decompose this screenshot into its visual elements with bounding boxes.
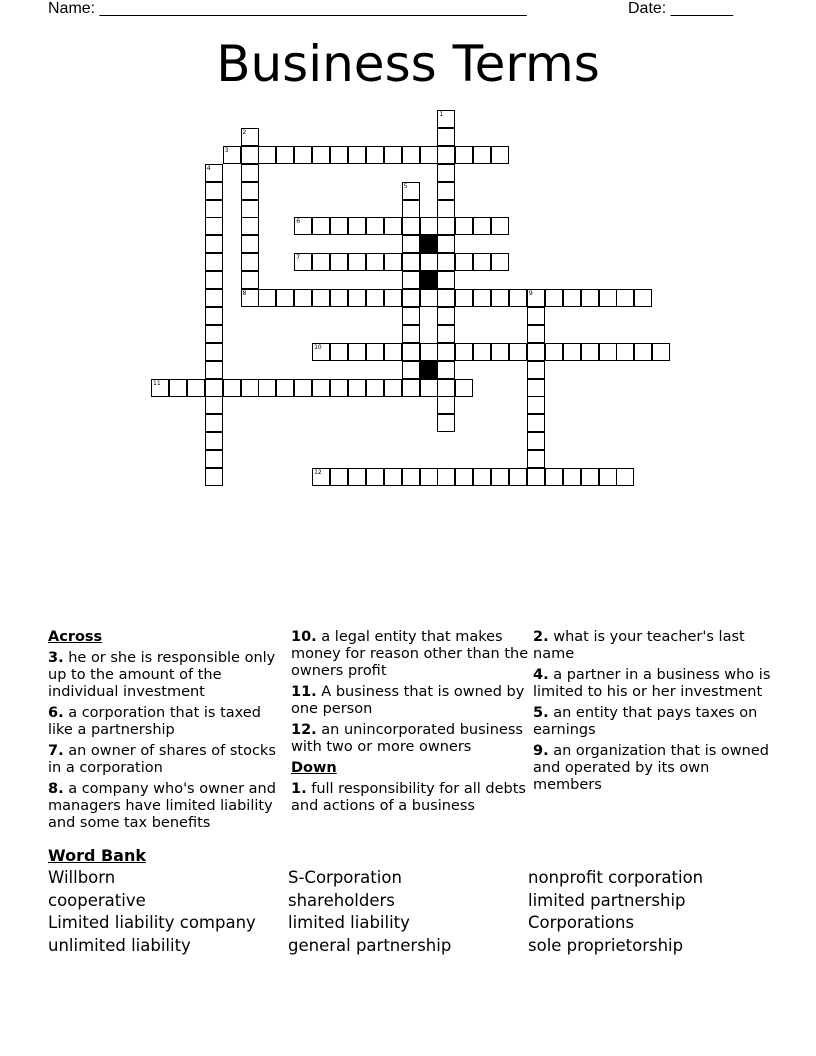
clue-item <box>48 650 286 701</box>
word-bank-term: Limited liability company <box>48 913 256 932</box>
grid-cell[interactable] <box>634 289 652 307</box>
grid-cell[interactable] <box>599 468 617 486</box>
grid-cell[interactable] <box>402 379 420 397</box>
grid-cell[interactable] <box>527 325 545 343</box>
grid-cell[interactable] <box>348 289 366 307</box>
clue-number: 3. <box>48 650 64 666</box>
grid-cell[interactable] <box>348 146 366 164</box>
grid-cell[interactable] <box>384 289 402 307</box>
grid-cell[interactable] <box>330 217 348 235</box>
grid-cell[interactable] <box>437 182 455 200</box>
grid-cell[interactable] <box>402 235 420 253</box>
clue-text: full responsibility for all debts and actions of a business <box>291 781 526 814</box>
grid-cell[interactable] <box>205 361 223 379</box>
grid-cell[interactable] <box>241 253 259 271</box>
grid-cell[interactable] <box>402 307 420 325</box>
clue-item <box>533 705 771 739</box>
clue-number: 12. <box>291 722 317 738</box>
grid-cell[interactable] <box>509 289 527 307</box>
clues-column-3 <box>533 629 771 798</box>
clue-text: an organization that is owned and operated by its own members <box>533 743 769 793</box>
clue-number: 4. <box>533 667 549 683</box>
grid-cell[interactable] <box>384 217 402 235</box>
clue-number-label: 11 <box>153 379 161 387</box>
clue-item <box>48 781 286 832</box>
grid-cell[interactable] <box>348 468 366 486</box>
clue-number: 2. <box>533 629 549 645</box>
grid-cell[interactable] <box>384 253 402 271</box>
grid-cell[interactable] <box>491 253 509 271</box>
grid-block <box>420 361 438 379</box>
grid-cell[interactable] <box>348 343 366 361</box>
grid-cell[interactable] <box>348 217 366 235</box>
clue-text: he or she is responsible only up to the amount of the individual investment <box>48 650 276 700</box>
grid-cell[interactable] <box>330 343 348 361</box>
clue-item <box>533 743 771 794</box>
grid-cell[interactable] <box>437 235 455 253</box>
grid-cell[interactable] <box>455 289 473 307</box>
grid-cell[interactable] <box>330 468 348 486</box>
grid-cell[interactable] <box>437 307 455 325</box>
clue-text: an unincorporated business with two or more owners <box>291 722 523 755</box>
grid-cell[interactable] <box>205 307 223 325</box>
clue-number: 7. <box>48 743 64 759</box>
grid-cell[interactable] <box>312 253 330 271</box>
grid-cell[interactable] <box>384 343 402 361</box>
clue-number: 9. <box>533 743 549 759</box>
grid-cell[interactable] <box>258 289 276 307</box>
grid-cell[interactable] <box>205 235 223 253</box>
grid-cell[interactable] <box>563 343 581 361</box>
grid-cell[interactable] <box>527 343 545 361</box>
grid-cell[interactable] <box>312 217 330 235</box>
grid-cell[interactable] <box>509 468 527 486</box>
clue-text: an owner of shares of stocks in a corporation <box>48 743 276 776</box>
clue-number: 8. <box>48 781 64 797</box>
grid-cell[interactable] <box>437 146 455 164</box>
grid-cell[interactable] <box>509 343 527 361</box>
grid-cell[interactable] <box>527 450 545 468</box>
grid-cell[interactable] <box>473 146 491 164</box>
grid-cell[interactable] <box>402 200 420 218</box>
grid-cell[interactable] <box>205 468 223 486</box>
clue-number-label: 3 <box>224 146 229 154</box>
grid-cell[interactable] <box>437 253 455 271</box>
grid-cell[interactable] <box>473 253 491 271</box>
grid-cell[interactable] <box>312 379 330 397</box>
word-bank-term: nonprofit corporation <box>528 868 704 887</box>
grid-cell[interactable] <box>491 468 509 486</box>
grid-cell[interactable] <box>276 146 294 164</box>
grid-cell[interactable] <box>527 361 545 379</box>
grid-cell[interactable] <box>348 253 366 271</box>
grid-cell[interactable] <box>545 343 563 361</box>
clue-number: 10. <box>291 629 317 645</box>
grid-cell[interactable] <box>437 379 455 397</box>
grid-cell[interactable] <box>527 468 545 486</box>
grid-cell[interactable] <box>491 146 509 164</box>
grid-cell[interactable] <box>437 361 455 379</box>
clue-number: 1. <box>291 781 307 797</box>
grid-cell[interactable] <box>527 379 545 397</box>
word-bank-title: Word Bank <box>48 846 147 865</box>
clue-text: a corporation that is taxed like a partnership <box>48 705 261 738</box>
grid-cell[interactable] <box>420 379 438 397</box>
clue-number-label: 9 <box>528 290 533 297</box>
grid-cell[interactable] <box>312 289 330 307</box>
clue-text: what is your teacher's last name <box>533 629 745 662</box>
name-label: Name: <box>48 0 96 17</box>
grid-cell[interactable] <box>420 146 438 164</box>
grid-cell[interactable] <box>455 343 473 361</box>
word-bank-term: S-Corporation <box>288 868 402 887</box>
clue-text: an entity that pays taxes on earnings <box>533 705 758 738</box>
grid-cell[interactable] <box>437 217 455 235</box>
grid-cell[interactable] <box>402 217 420 235</box>
grid-cell[interactable] <box>527 307 545 325</box>
grid-cell[interactable] <box>241 200 259 218</box>
clue-number: 6. <box>48 705 64 721</box>
clue-number-label: 12 <box>314 469 322 476</box>
down-heading: Down <box>291 760 337 776</box>
grid-cell[interactable] <box>384 146 402 164</box>
grid-cell[interactable] <box>527 432 545 450</box>
clue-text: a legal entity that makes money for reason other than the owners profit <box>291 629 529 679</box>
clue-text: A business that is owned by one person <box>291 684 525 717</box>
grid-cell[interactable] <box>455 468 473 486</box>
grid-cell[interactable] <box>205 217 223 235</box>
grid-cell[interactable] <box>241 217 259 235</box>
grid-cell[interactable] <box>366 146 384 164</box>
grid-cell[interactable] <box>581 289 599 307</box>
across-heading: Across <box>48 629 103 645</box>
grid-cell[interactable] <box>473 217 491 235</box>
grid-cell[interactable] <box>437 343 455 361</box>
grid-cell[interactable] <box>366 379 384 397</box>
grid-cell[interactable] <box>366 217 384 235</box>
clue-item <box>291 781 529 815</box>
grid-cell[interactable] <box>366 289 384 307</box>
grid-cell[interactable] <box>205 379 223 397</box>
grid-cell[interactable] <box>491 289 509 307</box>
grid-cell[interactable] <box>294 289 312 307</box>
word-bank-term: unlimited liability <box>48 935 191 955</box>
word-bank-term: cooperative <box>48 890 146 910</box>
grid-cell[interactable] <box>187 379 205 397</box>
grid-cell[interactable] <box>205 325 223 343</box>
word-bank-term: Willborn <box>48 868 116 887</box>
grid-cell[interactable] <box>437 468 455 486</box>
date-line: _______ <box>670 0 733 17</box>
grid-cell[interactable] <box>616 343 634 361</box>
clue-number-label: 6 <box>296 218 301 226</box>
grid-cell[interactable] <box>420 289 438 307</box>
grid-cell[interactable] <box>563 468 581 486</box>
grid-cell[interactable] <box>527 396 545 414</box>
grid-cell[interactable] <box>366 343 384 361</box>
grid-cell[interactable] <box>473 289 491 307</box>
grid-cell[interactable] <box>402 289 420 307</box>
grid-cell[interactable] <box>294 146 312 164</box>
grid-cell[interactable] <box>402 343 420 361</box>
grid-cell[interactable] <box>276 379 294 397</box>
grid-cell[interactable] <box>312 146 330 164</box>
clue-number-label: 7 <box>296 254 301 262</box>
grid-cell[interactable] <box>330 253 348 271</box>
name-line: ________________________________________________ <box>99 0 527 17</box>
clue-item <box>291 629 529 680</box>
grid-cell[interactable] <box>384 379 402 397</box>
grid-cell[interactable] <box>545 289 563 307</box>
grid-cell[interactable] <box>330 146 348 164</box>
clue-item <box>533 667 771 701</box>
grid-cell[interactable] <box>169 379 187 397</box>
grid-cell[interactable] <box>491 343 509 361</box>
clue-number: 11. <box>291 684 317 700</box>
grid-cell[interactable] <box>437 396 455 414</box>
word-bank-term: Corporations <box>528 913 635 932</box>
grid-cell[interactable] <box>402 253 420 271</box>
grid-cell[interactable] <box>527 414 545 432</box>
grid-cell[interactable] <box>420 468 438 486</box>
grid-cell[interactable] <box>205 182 223 200</box>
grid-cell[interactable] <box>366 253 384 271</box>
grid-cell[interactable] <box>455 146 473 164</box>
grid-cell[interactable] <box>491 217 509 235</box>
clues-column-1 <box>48 629 286 836</box>
grid-cell[interactable] <box>294 379 312 397</box>
grid-cell[interactable] <box>330 379 348 397</box>
grid-block <box>420 235 438 253</box>
grid-cell[interactable] <box>276 289 294 307</box>
grid-cell[interactable] <box>437 414 455 432</box>
grid-cell[interactable] <box>205 396 223 414</box>
clue-item <box>291 684 529 718</box>
clue-text: a company who's owner and managers have limited liability and some tax benefits <box>48 781 276 831</box>
grid-cell[interactable] <box>241 146 259 164</box>
grid-cell[interactable] <box>599 343 617 361</box>
grid-block <box>420 271 438 289</box>
grid-cell[interactable] <box>402 146 420 164</box>
grid-cell[interactable] <box>205 289 223 307</box>
grid-cell[interactable] <box>402 325 420 343</box>
grid-cell[interactable] <box>437 200 455 218</box>
grid-cell[interactable] <box>616 289 634 307</box>
word-bank-term: sole proprietorship <box>528 935 684 955</box>
grid-cell[interactable] <box>599 289 617 307</box>
grid-cell[interactable] <box>223 379 241 397</box>
grid-cell[interactable] <box>384 468 402 486</box>
clue-number-label: 5 <box>403 182 408 190</box>
grid-cell[interactable] <box>437 128 455 146</box>
clue-number-label: 8 <box>242 290 247 297</box>
grid-cell[interactable] <box>563 289 581 307</box>
word-bank-term: shareholders <box>288 890 395 910</box>
grid-cell[interactable] <box>473 343 491 361</box>
grid-cell[interactable] <box>437 325 455 343</box>
clues-column-2 <box>291 629 529 819</box>
grid-cell[interactable] <box>581 468 599 486</box>
grid-cell[interactable] <box>437 271 455 289</box>
clue-number: 5. <box>533 705 549 721</box>
grid-cell[interactable] <box>455 253 473 271</box>
grid-cell[interactable] <box>205 253 223 271</box>
clue-number-label: 10 <box>314 343 322 351</box>
grid-cell[interactable] <box>437 289 455 307</box>
grid-cell[interactable] <box>241 379 259 397</box>
grid-cell[interactable] <box>420 343 438 361</box>
clue-item <box>291 722 529 756</box>
grid-cell[interactable] <box>634 343 652 361</box>
grid-cell[interactable] <box>473 468 491 486</box>
grid-cell[interactable] <box>420 253 438 271</box>
grid-cell[interactable] <box>258 146 276 164</box>
grid-cell[interactable] <box>205 343 223 361</box>
clue-item <box>48 743 286 777</box>
clue-item <box>533 629 771 663</box>
clue-number-label: 1 <box>439 111 444 118</box>
grid-cell[interactable] <box>241 271 259 289</box>
grid-cell[interactable] <box>652 343 670 361</box>
page-title: Business Terms <box>216 35 600 93</box>
word-bank-term: limited partnership <box>528 890 686 910</box>
grid-cell[interactable] <box>241 235 259 253</box>
grid-cell[interactable] <box>205 450 223 468</box>
grid-cell[interactable] <box>205 271 223 289</box>
grid-cell[interactable] <box>366 468 384 486</box>
grid-cell[interactable] <box>258 379 276 397</box>
grid-cell[interactable] <box>205 200 223 218</box>
grid-cell[interactable] <box>420 217 438 235</box>
grid-cell[interactable] <box>402 468 420 486</box>
word-bank-term: limited liability <box>288 913 410 932</box>
grid-cell[interactable] <box>402 271 420 289</box>
grid-cell[interactable] <box>348 379 366 397</box>
date-label: Date: <box>628 0 667 17</box>
grid-cell[interactable] <box>437 164 455 182</box>
clue-number-label: 4 <box>206 164 211 172</box>
grid-cell[interactable] <box>581 343 599 361</box>
grid-cell[interactable] <box>455 379 473 397</box>
clue-number-label: 2 <box>242 128 247 136</box>
grid-cell[interactable] <box>616 468 634 486</box>
clue-text: a partner in a business who is limited to his or her investment <box>533 667 771 700</box>
grid-cell[interactable] <box>241 182 259 200</box>
word-bank-term: general partnership <box>288 935 452 955</box>
grid-cell[interactable] <box>545 468 563 486</box>
grid-cell[interactable] <box>205 432 223 450</box>
grid-cell[interactable] <box>402 361 420 379</box>
clue-item <box>48 705 286 739</box>
grid-cell[interactable] <box>330 289 348 307</box>
grid-cell[interactable] <box>455 217 473 235</box>
grid-cell[interactable] <box>205 414 223 432</box>
grid-cell[interactable] <box>241 164 259 182</box>
